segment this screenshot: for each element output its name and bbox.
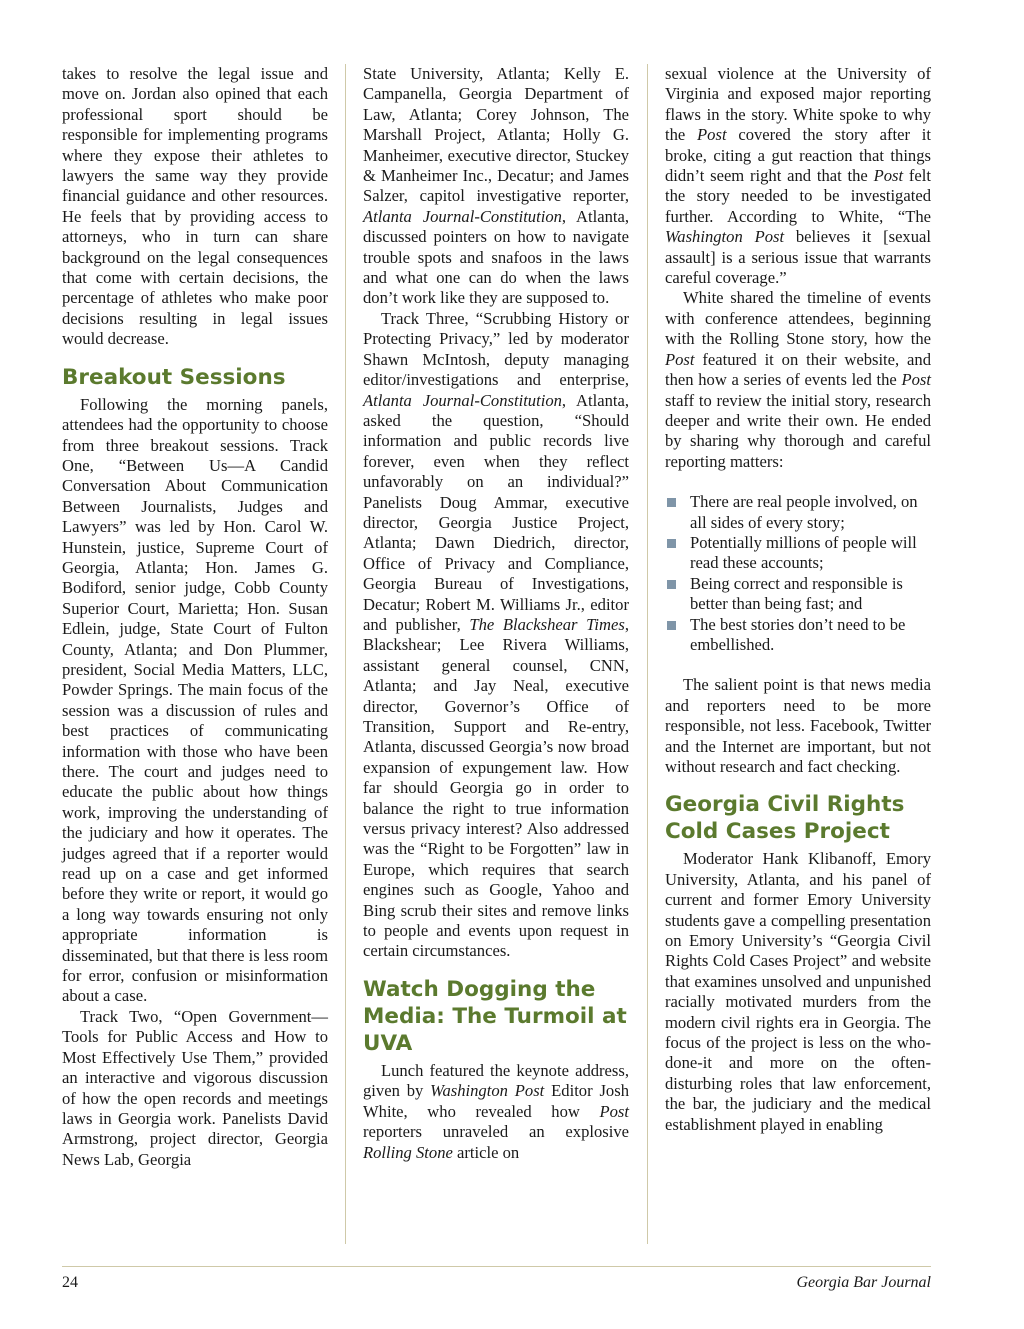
publication-name: Post [665, 349, 695, 369]
paragraph-cold-cases: Moderator Hank Klibanoff, Emory University, Atlanta, and his panel of current and former Emory University students gave a compelling presentation on Emory University’s “Georgia Civil Rights Cold Cases Project” and website that examines unsolved and unpunished racially motivated murders from the modern civil rights era in Georgia. The focus of the project is less on the who-done-it and more on the often-disturbing roles that law enforcement, the bar, the judiciary and the medical establishment played in enabling [665, 849, 931, 1134]
paragraph-timeline: White shared the timeline of events with conference attendees, beginning with the Rolling Stone story, how the Post featured it on their website, and then how a series of events led the Post staff to review the initial story, research deeper and write their own. He ended by sharing why thorough and careful reporting matters: [665, 288, 931, 471]
heading-cold-cases: Georgia Civil Rights Cold Cases Project [665, 792, 905, 845]
column-divider [345, 64, 346, 1244]
publication-name: Post [697, 125, 727, 145]
publication-name: Post [599, 1101, 629, 1121]
heading-watch-dogging: Watch Dogging the Media: The Turmoil at UVA [363, 976, 627, 1056]
square-bullet-icon [667, 498, 676, 507]
paragraph-track-one: Following the morning panels, attendees had the opportunity to choose from three breakout sessions. Track One, “Between Us—A Candid Conversation About Communication Between Journalists, Judges and Lawyers” was led by Hon. Carol W. Hunstein, justice, Supreme Court of Georgia, Atlanta; Hon. James G. Bodiford, senior judge, Cobb County Superior Court, Marietta; Hon. Susan Edlein, judge, State Court of Fulton County, Atlanta; and Don Plummer, president, Social Media Matters, LLC, Powder Springs. The main focus of the session was a discussion of rules and best practices of communicating information with those who have been there. The court and judges need to educate the public about how things work, improving the understanding of the judiciary and how it operates. The judges agreed that if a reporter would read up on a case and get informed before they write or report, it would go a long way towards ensuring not only appropriate information is disseminated, but that there is less room for error, confusion or misinformation about a case. [62, 394, 328, 1006]
footer-rule [62, 1266, 931, 1267]
heading-breakout-sessions: Breakout Sessions [62, 364, 286, 390]
list-item: Potentially millions of people will read these accounts; [665, 533, 931, 574]
publication-name: Post [901, 370, 931, 390]
paragraph-uva-continued: sexual violence at the University of Virginia and exposed major reporting flaws in the story. White spoke to why the Post covered the story after it broke, citing a gut reaction that things didn’t seem right and that the Post felt the story needed to be investigated further. According to White, “The Washington Post believes it [sexual assault] is a serious issue that warrants careful coverage.” [665, 64, 932, 288]
publication-name: Atlanta Journal-Constitution [363, 206, 562, 226]
publication-name: Post [873, 166, 904, 186]
square-bullet-icon [667, 580, 676, 589]
paragraph-lunch-keynote: Lunch featured the keynote address, given by Washington Post Editor Josh White, who revealed how Post reporters unraveled an explosive Rolling Stone article on [363, 1060, 629, 1162]
square-bullet-icon [667, 621, 676, 630]
publication-name: Rolling Stone [363, 1142, 453, 1162]
list-item: There are real people involved, on all sides of every story; [665, 492, 931, 533]
list-item: Being correct and responsible is better than being fast; and [665, 574, 931, 615]
paragraph-track-three: Track Three, “Scrubbing History or Protecting Privacy,” led by moderator Shawn McIntosh, deputy managing editor/investigations and enterprise, Atlanta Journal-Constitution, Atlanta, asked the question, “Should information and public records live forever, even when they reflect unfavorably on an individual?” Panelists Doug Ammar, executive director, Georgia Justice Project, Atlanta; Dawn Diedrich, director, Office of Privacy and Compliance, Georgia Bureau of Investigations, Decatur; Robert M. Williams Jr., editor and publisher, The Blackshear Times, Blackshear; Lee Rivera Williams, assistant general counsel, CNN, Atlanta; and Jay Neal, executive director, Governor’s Office of Transition, Support and Re-entry, Atlanta, discussed Georgia’s now broad expansion of expungement law. How far should Georgia go in order to balance the right to true information versus privacy interest? Also addressed was the “Right to be Forgotten” law in Europe, which requires that search engines such as Google, Yahoo and Bing scrub their sites and remove links to people and events upon request in certain circumstances. [363, 308, 629, 961]
publication-name: Atlanta Journal-Constitution [363, 390, 562, 410]
column-divider [647, 64, 648, 1244]
article-column-1 [62, 64, 328, 1170]
reporting-principles-list [665, 492, 931, 655]
publication-name: Washington Post [665, 227, 785, 247]
paragraph-jordan-continued: takes to resolve the legal issue and move on. Jordan also opined that each professional sport should be responsible for implementing programs where they expose their athletes to lawyers the same way they provide financial guidance and other resources. He feels that by providing access to attorneys, who in turn can share background on the legal consequences that come with certain decisions, the percentage of athletes who make poor decisions resulting in legal issues would decrease. [62, 64, 328, 349]
paragraph-track-two-continued: State University, Atlanta; Kelly E. Campanella, Georgia Department of Law, Atlanta; Corey Johnson, The Marshall Project, Atlanta; Holly G. Manheimer, executive director, Stuckey & Manheimer Inc., Decatur; and James Salzer, capitol investigative reporter, Atlanta Journal-Constitution, Atlanta, discussed pointers on how to navigate trouble spots and snafoos in the laws and what one can do when the laws don’t work like they are supposed to. [363, 64, 629, 308]
square-bullet-icon [667, 539, 676, 548]
paragraph-salient-point: The salient point is that news media and reporters need to be more responsible, not less. Facebook, Twitter and the Internet are important, but not without research and fact checking. [665, 675, 931, 776]
paragraph-track-two: Track Two, “Open Government—Tools for Public Access and How to Most Effectively Use Them,” provided an interactive and vigorous discussion of how the open records and meetings laws in Georgia work. Panelists David Armstrong, project director, Georgia News Lab, Georgia [62, 1006, 328, 1169]
article-column-2 [363, 64, 629, 1163]
list-item: The best stories don’t need to be embellished. [665, 615, 931, 656]
publication-name: The Blackshear Times [469, 614, 625, 634]
article-column-3 [665, 64, 931, 1135]
publication-name: Washington Post [430, 1081, 545, 1101]
journal-name: Georgia Bar Journal [796, 1274, 931, 1291]
page-number: 24 [62, 1274, 78, 1291]
